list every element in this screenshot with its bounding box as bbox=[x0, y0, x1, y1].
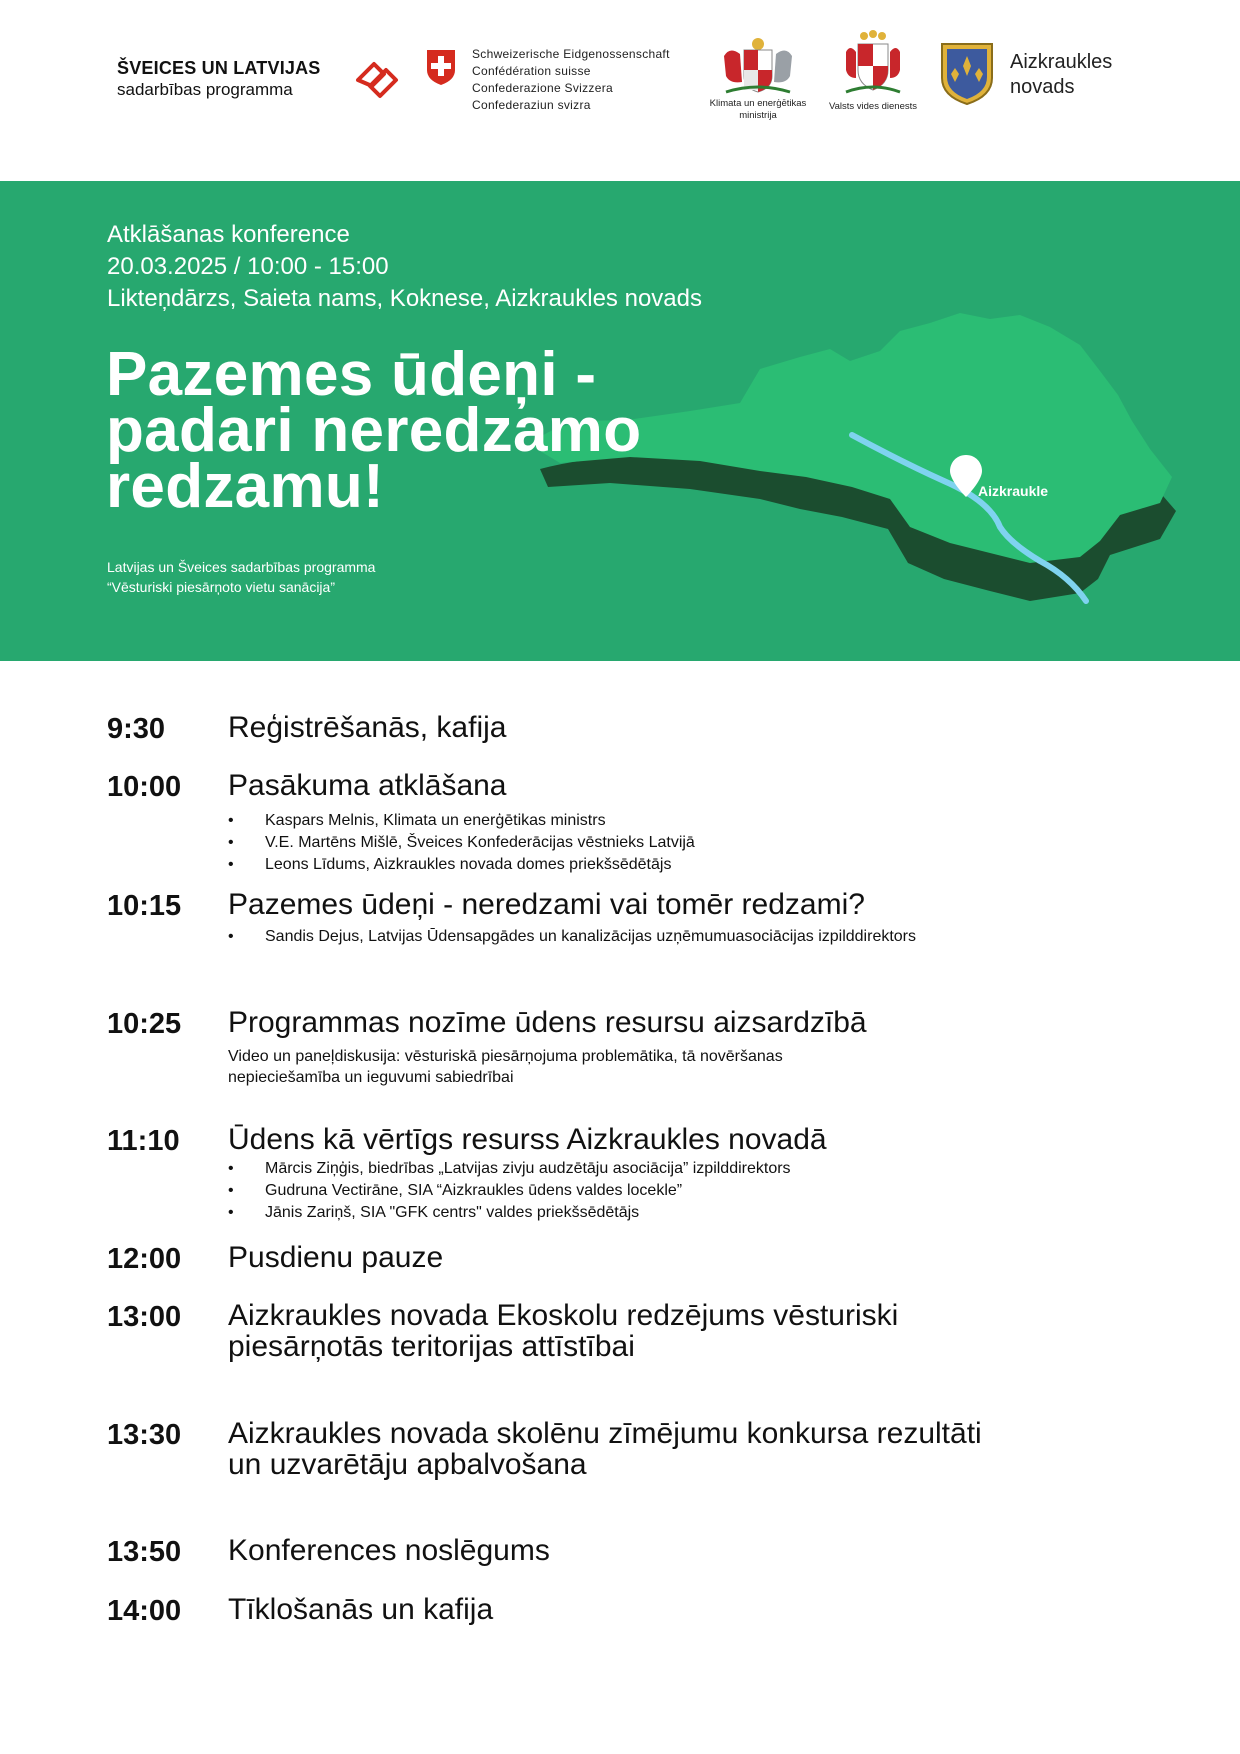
event-location: Likteņdārzs, Saieta nams, Koknese, Aizkraukles novads bbox=[107, 285, 702, 312]
ministry-caption: Klimata un enerģētikas ministrija bbox=[709, 98, 807, 121]
swiss-confederation-text bbox=[472, 46, 670, 114]
agenda-title: Pasākuma atklāšana bbox=[228, 769, 507, 802]
speaker-item: • Mārcis Ziņģis, biedrības „Latvijas zivju audzētāju asociācija” izpilddirektors bbox=[228, 1158, 1128, 1180]
agenda-title: Ūdens kā vērtīgs resurss Aizkraukles novadā bbox=[228, 1123, 827, 1156]
vvd-caption: Valsts vides dienests bbox=[828, 101, 917, 112]
agenda-title: Aizkraukles novada skolēnu zīmējumu konkursa rezultāti un uzvarētāju apbalvošana bbox=[228, 1417, 982, 1481]
program-logo bbox=[117, 58, 321, 100]
municipality-logo-text bbox=[1010, 50, 1112, 100]
vvd-coat-of-arms-icon bbox=[840, 30, 906, 98]
agenda-title: Pusdienu pauze bbox=[228, 1241, 444, 1274]
event-title-line: padari neredzamo bbox=[106, 396, 642, 465]
event-datetime: 20.03.2025 / 10:00 - 15:00 bbox=[107, 253, 389, 280]
speaker-list bbox=[228, 810, 1128, 876]
agenda-time: 14:00 bbox=[107, 1595, 182, 1627]
event-info bbox=[107, 219, 702, 315]
agenda-time: 11:10 bbox=[107, 1125, 180, 1157]
event-title-line: redzamu! bbox=[106, 452, 385, 521]
chain-link-icon bbox=[352, 54, 402, 100]
agenda-title: Reģistrēšanās, kafija bbox=[228, 711, 507, 744]
speaker-list bbox=[228, 1158, 1128, 1224]
speaker-item: • Gudruna Vectirāne, SIA “Aizkraukles ūdens valdes locekle” bbox=[228, 1180, 1128, 1202]
agenda-time: 10:00 bbox=[107, 771, 182, 803]
swiss-line: Confédération suisse bbox=[472, 64, 591, 78]
agenda-description: Video un paneļdiskusija: vēsturiskā piesārņojuma problemātika, tā novēršanas nepieciešamība un ieguvumi sabiedrībai bbox=[228, 1048, 783, 1086]
latvia-coat-of-arms-icon bbox=[716, 36, 800, 98]
agenda-time: 10:15 bbox=[107, 890, 182, 922]
event-title bbox=[106, 340, 642, 521]
speaker-item: • Sandis Dejus, Latvijas Ūdensapgādes un kanalizācijas uzņēmumuasociācijas izpilddirektors bbox=[228, 926, 1128, 948]
speaker-item: • V.E. Martēns Mišlē, Šveices Konfederācijas vēstnieks Latvijā bbox=[228, 832, 1128, 854]
event-type: Atklāšanas konference bbox=[107, 221, 350, 248]
speaker-item: • Leons Līdums, Aizkraukles novada domes priekšsēdētājs bbox=[228, 854, 1128, 876]
agenda-title: Aizkraukles novada Ekoskolu redzējums vēsturiski piesārņotās teritorijas attīstībai bbox=[228, 1299, 899, 1363]
agenda-title: Programmas nozīme ūdens resursu aizsardzībā bbox=[228, 1006, 867, 1039]
agenda-time: 9:30 bbox=[107, 713, 166, 745]
municipality-line2: novads bbox=[1010, 76, 1075, 98]
agenda-time: 13:30 bbox=[107, 1419, 182, 1451]
program-subtitle bbox=[107, 557, 375, 597]
agenda-title: Tīklošanās un kafija bbox=[228, 1593, 494, 1626]
agenda-title: Konferences noslēgums bbox=[228, 1534, 550, 1567]
speaker-item: • Jānis Zariņš, SIA "GFK centrs" valdes priekšsēdētājs bbox=[228, 1202, 1128, 1224]
agenda-title: Pazemes ūdeņi - neredzami vai tomēr redzami? bbox=[228, 888, 865, 921]
swiss-shield-icon bbox=[425, 48, 457, 86]
agenda-time: 12:00 bbox=[107, 1243, 182, 1275]
agenda-time: 10:25 bbox=[107, 1008, 182, 1040]
program-logo-line1: ŠVEICES UN LATVIJAS bbox=[117, 58, 321, 78]
speaker-item: • Kaspars Melnis, Klimata un enerģētikas ministrs bbox=[228, 810, 1128, 832]
swiss-line: Confederaziun svizra bbox=[472, 98, 591, 112]
header-logos bbox=[0, 0, 1240, 180]
agenda-time: 13:00 bbox=[107, 1301, 182, 1333]
municipality-line1: Aizkraukles bbox=[1010, 51, 1113, 73]
hero-banner bbox=[0, 181, 1240, 661]
aizkraukle-shield-icon bbox=[940, 42, 994, 106]
swiss-line: Schweizerische Eidgenossenschaft bbox=[472, 47, 670, 61]
program-subtitle-line: Latvijas un Šveices sadarbības programma bbox=[107, 559, 376, 575]
event-title-line: Pazemes ūdeņi - bbox=[106, 340, 597, 409]
swiss-line: Confederazione Svizzera bbox=[472, 81, 613, 95]
map-label: Aizkraukle bbox=[978, 483, 1049, 499]
program-logo-line2: sadarbības programma bbox=[117, 80, 293, 99]
speaker-list bbox=[228, 926, 1128, 948]
agenda-time: 13:50 bbox=[107, 1536, 182, 1568]
program-subtitle-line: “Vēsturiski piesārņoto vietu sanācija” bbox=[107, 579, 335, 595]
